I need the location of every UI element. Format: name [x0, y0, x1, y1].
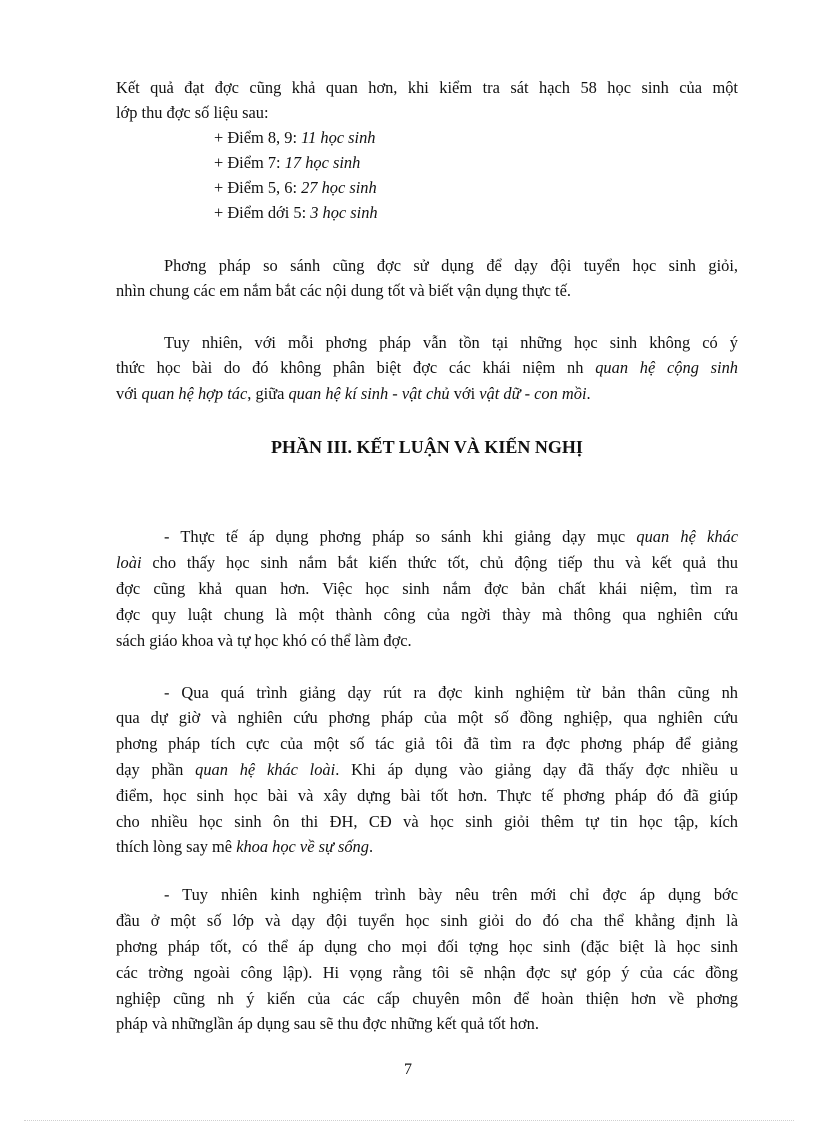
para4-line-2: qua dự giờ và nghiên cứu phơng pháp của một số đồng nghiệp, qua nghiên cứu	[116, 708, 738, 727]
para2-text: với	[453, 384, 476, 403]
para3-line-4: đợc quy luật chung là một thành công của ngời thày mà thông qua nghiên cứu	[116, 605, 738, 624]
para2-term: quan hệ kí sinh - vật chủ	[288, 384, 450, 403]
para2-term: quan hệ cộng sinh	[595, 358, 738, 377]
para4-line-4	[116, 760, 738, 780]
para4-text: dạy phần	[116, 760, 184, 779]
score-label: + Điểm 7:	[214, 153, 281, 172]
para4-line-6: cho nhiều học sinh ôn thi ĐH, CĐ và học sinh giỏi thêm tự tin học tập, kích	[116, 812, 738, 831]
para3-term: loài	[116, 553, 142, 572]
para4-text: .	[368, 837, 374, 856]
section-heading: PHẦN III. KẾT LUẬN VÀ KIẾN NGHỊ	[271, 437, 583, 457]
para4-text: . Khi áp dụng vào giảng dạy đã thấy đợc nhiều u	[335, 760, 738, 779]
para3-text: - Thực tế áp dụng phơng pháp so sánh khi giảng dạy mục	[164, 527, 626, 546]
para4-line-1: - Qua quá trình giảng dạy rút ra đợc kinh nghiệm từ bản thân cũng nh	[164, 683, 738, 702]
para3-line-3: đợc cũng khả quan hơn. Việc học sinh nắm đợc bản chất khái niệm, tìm ra	[116, 579, 738, 598]
intro-line-1: Kết quả đạt đợc cũng khả quan hơn, khi kiểm tra sát hạch 58 học sinh của một	[116, 78, 738, 97]
para1-line-1: Phơng pháp so sánh cũng đợc sử dụng để dạy đội tuyển học sinh giỏi,	[164, 256, 738, 275]
para3-line-5: sách giáo khoa và tự học khó có thể làm đợc.	[116, 631, 412, 650]
para3-line-1	[116, 527, 738, 547]
para4-term: khoa học về sự sống	[236, 837, 369, 856]
para5-line-4: các trờng ngoài công lập). Hi vọng rằng tôi sẽ nhận đợc sự góp ý của các đồng	[116, 963, 738, 982]
score-label: + Điểm 8, 9:	[214, 128, 297, 147]
page-bottom-rule	[24, 1120, 794, 1121]
para4-text: thích lòng say mê	[116, 837, 233, 856]
score-value: 27 học sinh	[301, 178, 377, 197]
para2-text: với	[116, 384, 138, 403]
para4-line-7	[116, 837, 373, 857]
para2-text: thức học bài do đó không phân biệt đợc các khái niệm nh	[116, 358, 584, 377]
para4-term: quan hệ khác loài	[195, 760, 336, 779]
para3-text: cho thấy học sinh nắm bắt kiến thức tốt, chủ động tiếp thu và kết quả thu	[152, 553, 738, 572]
para3-line-2	[116, 553, 738, 573]
page-number: 7	[404, 1061, 412, 1078]
para2-line-3	[116, 384, 591, 404]
para5-line-6: pháp và nhữnglần áp dụng sau sẽ thu đợc những kết quả tốt hơn.	[116, 1014, 539, 1033]
para2-text: .	[586, 384, 591, 403]
score-value: 3 học sinh	[310, 203, 378, 222]
para2-line-2	[116, 358, 738, 378]
score-item	[214, 153, 360, 173]
score-item	[214, 203, 378, 223]
score-label: + Điểm dới 5:	[214, 203, 307, 222]
para5-line-1: - Tuy nhiên kinh nghiệm trình bày nêu trên mới chỉ đợc áp dụng bớc	[164, 885, 738, 904]
para5-line-2: đầu ở một số lớp và dạy đội tuyển học sinh giỏi do đó cha thể khẳng định là	[116, 911, 738, 930]
intro-line-2: lớp thu đợc số liệu sau:	[116, 103, 269, 122]
score-value: 11 học sinh	[301, 128, 376, 147]
para2-term: vật dữ - con mồi	[479, 384, 587, 403]
para4-line-5: điểm, học sinh học bài và xây dựng bài tốt hơn. Thực tế phơng pháp đó đã giúp	[116, 786, 738, 805]
para2-term: quan hệ hợp tác	[141, 384, 248, 403]
para3-term: quan hệ khác	[636, 527, 738, 546]
para4-line-3: phơng pháp tích cực của một số tác giả tôi đã tìm ra đợc phơng pháp để giảng	[116, 734, 738, 753]
score-item	[214, 128, 375, 148]
score-item	[214, 178, 377, 198]
para2-line-1: Tuy nhiên, với mỗi phơng pháp vẫn tồn tại những học sinh không có ý	[164, 333, 738, 352]
score-value: 17 học sinh	[284, 153, 361, 172]
score-label: + Điểm 5, 6:	[214, 178, 297, 197]
para2-text: , giữa	[247, 384, 285, 403]
para5-line-5: nghiệp cũng nh ý kiến của các cấp chuyên môn để hoàn thiện hơn về phơng	[116, 989, 738, 1008]
para5-line-3: phơng pháp tốt, có thể áp dụng cho mọi đối tợng học sinh (đặc biệt là học sinh	[116, 937, 738, 956]
para1-line-2: nhìn chung các em nắm bắt các nội dung tốt và biết vận dụng thực tế.	[116, 281, 571, 300]
